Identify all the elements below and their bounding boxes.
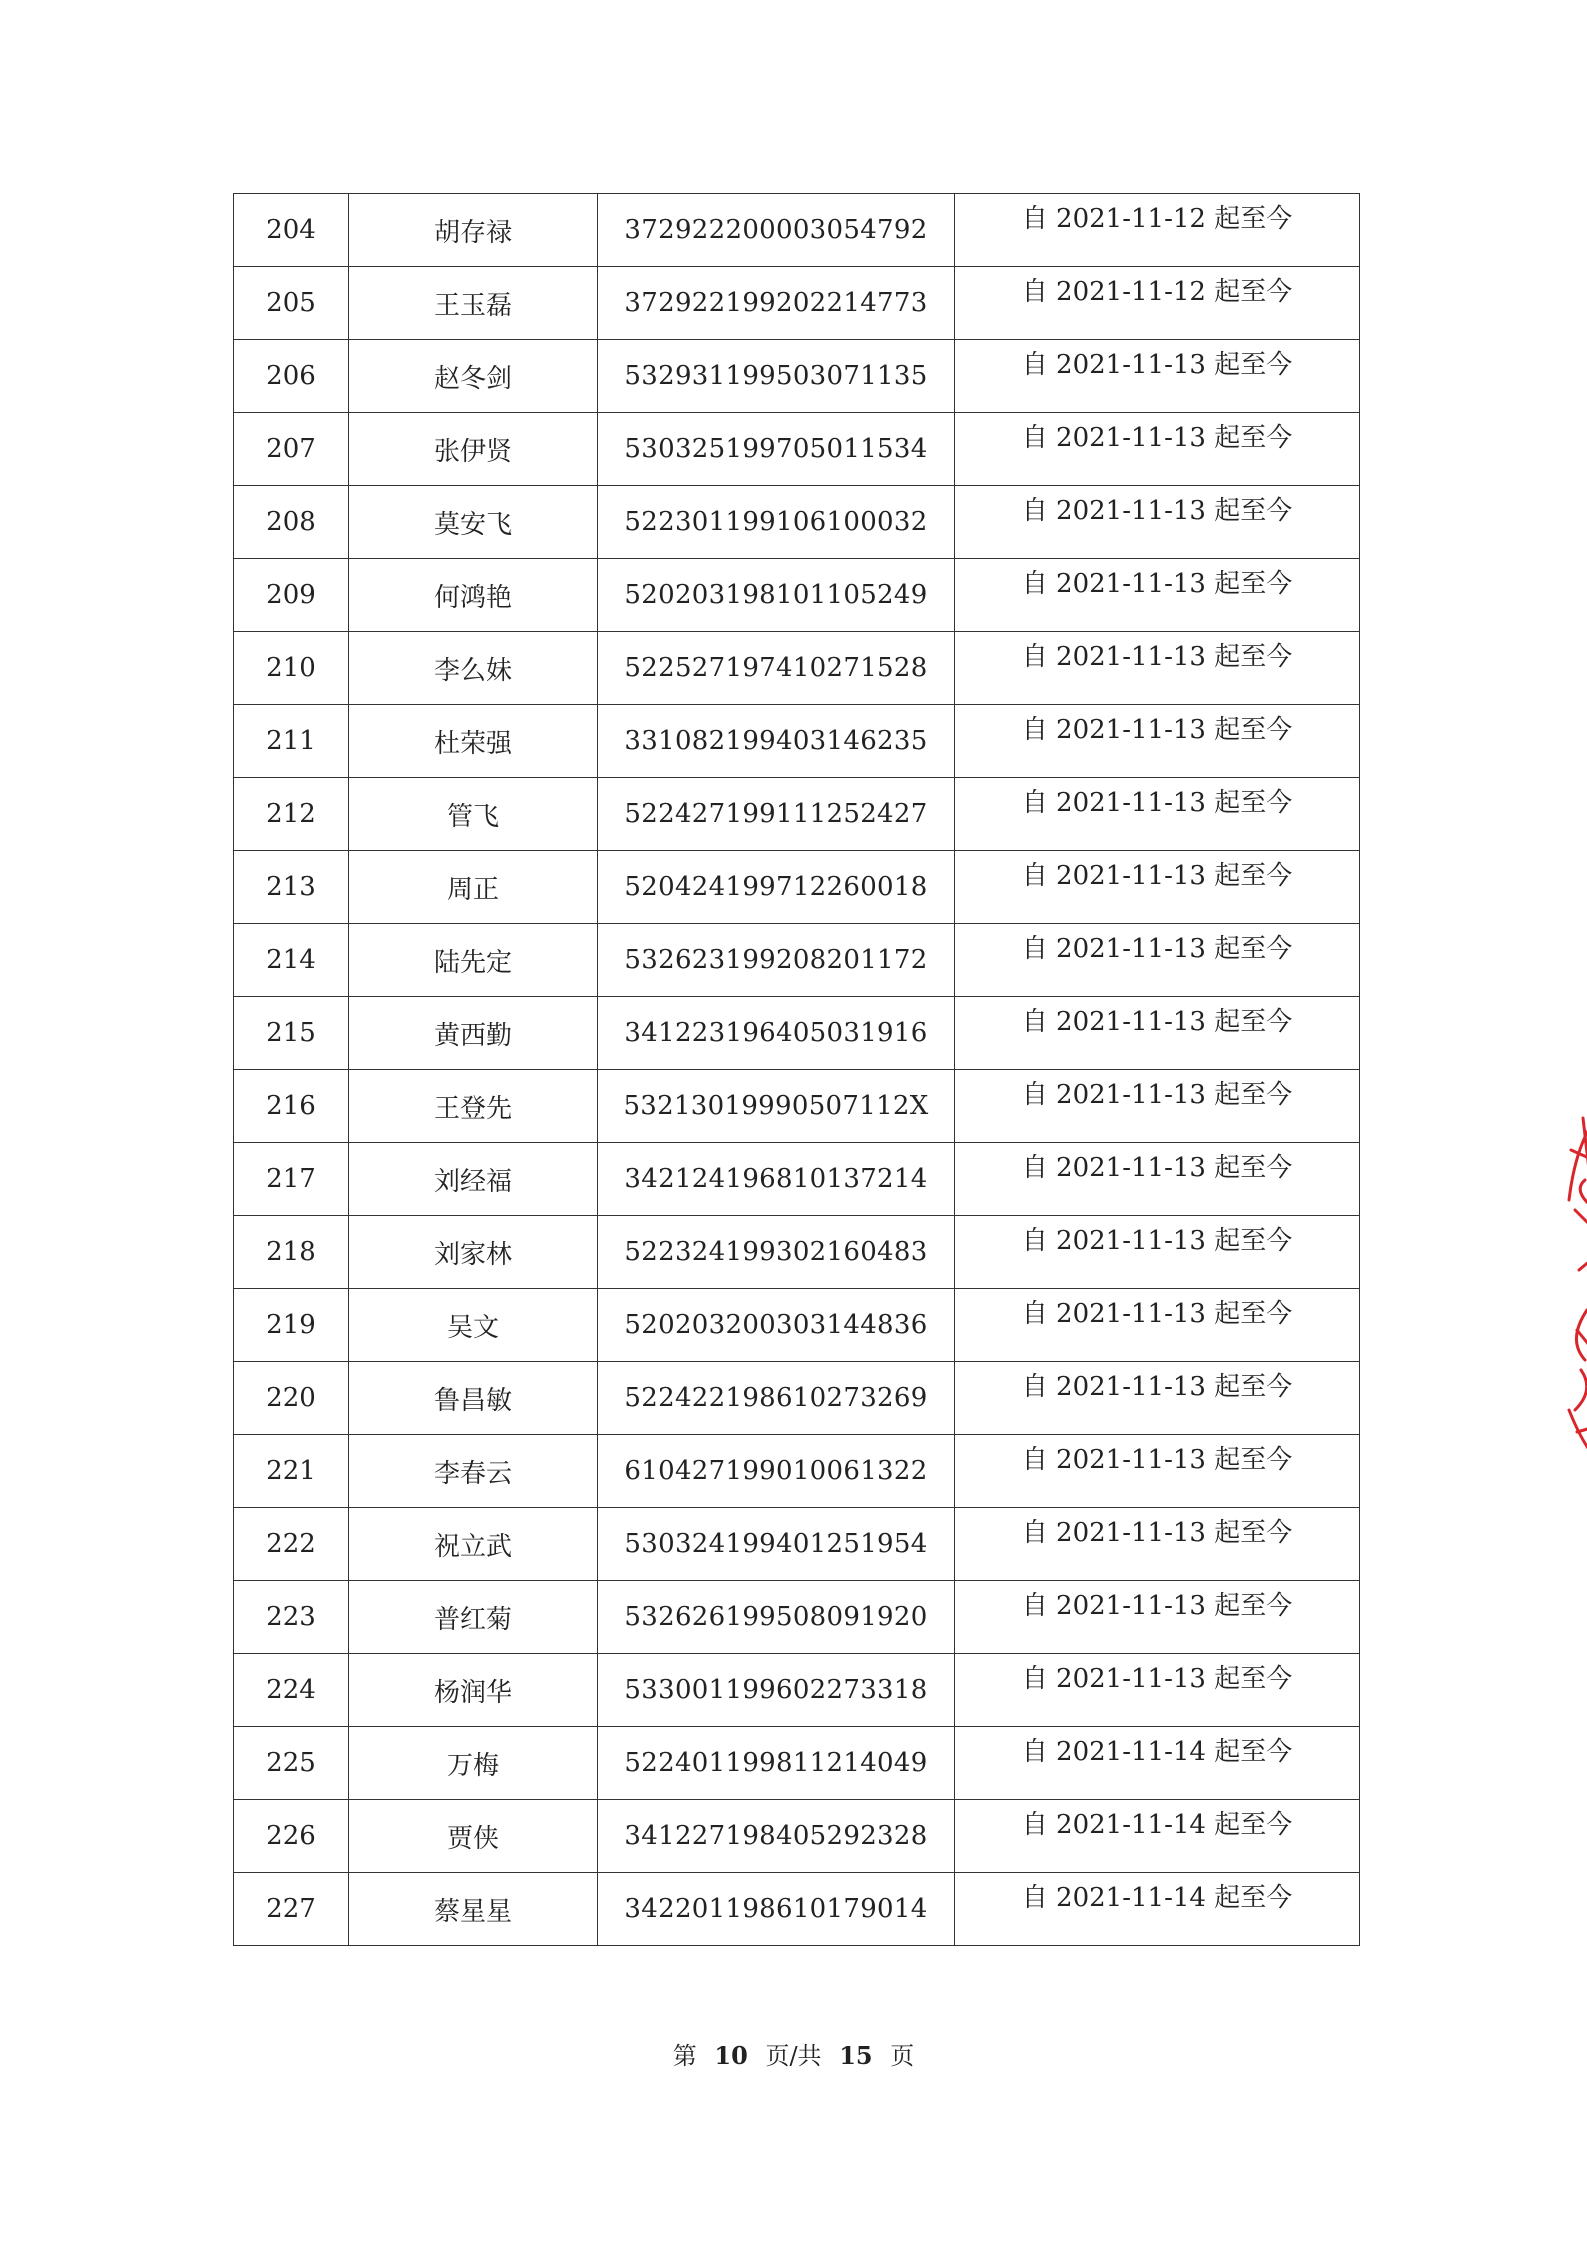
id-number-cell: 522427199111252427 (598, 778, 955, 851)
row-number-cell: 226 (234, 1800, 349, 1873)
row-number-cell: 227 (234, 1873, 349, 1946)
id-number-cell: 530324199401251954 (598, 1508, 955, 1581)
row-number-cell: 217 (234, 1143, 349, 1216)
row-number-cell: 205 (234, 267, 349, 340)
official-seal-fragment-icon (1555, 1110, 1587, 1470)
table-row (234, 1508, 1360, 1581)
id-number-cell: 532931199503071135 (598, 340, 955, 413)
date-range-cell: 自 2021-11-13 起至今 (955, 340, 1360, 413)
table-row (234, 1070, 1360, 1143)
date-range-cell: 自 2021-11-13 起至今 (955, 413, 1360, 486)
row-number-cell: 224 (234, 1654, 349, 1727)
row-number-cell: 216 (234, 1070, 349, 1143)
date-range-cell: 自 2021-11-14 起至今 (955, 1727, 1360, 1800)
footer-current-page: 10 (714, 2041, 748, 2070)
table-row (234, 1143, 1360, 1216)
table-row (234, 778, 1360, 851)
footer-total-pages: 15 (839, 2041, 873, 2070)
table-row (234, 559, 1360, 632)
name-cell: 吴文 (349, 1289, 598, 1362)
row-number-cell: 204 (234, 194, 349, 267)
date-range-cell: 自 2021-11-13 起至今 (955, 1289, 1360, 1362)
table-row (234, 340, 1360, 413)
row-number-cell: 206 (234, 340, 349, 413)
footer-middle: 页/共 (765, 2042, 822, 2070)
date-range-cell: 自 2021-11-13 起至今 (955, 1070, 1360, 1143)
date-range-cell: 自 2021-11-13 起至今 (955, 997, 1360, 1070)
table-row (234, 1654, 1360, 1727)
name-cell: 祝立武 (349, 1508, 598, 1581)
name-cell: 刘家林 (349, 1216, 598, 1289)
id-number-cell: 331082199403146235 (598, 705, 955, 778)
footer-prefix: 第 (672, 2042, 697, 2070)
name-cell: 万梅 (349, 1727, 598, 1800)
name-cell: 鲁昌敏 (349, 1362, 598, 1435)
date-range-cell: 自 2021-11-14 起至今 (955, 1800, 1360, 1873)
date-range-cell: 自 2021-11-13 起至今 (955, 705, 1360, 778)
id-number-cell: 520424199712260018 (598, 851, 955, 924)
row-number-cell: 210 (234, 632, 349, 705)
row-number-cell: 214 (234, 924, 349, 997)
table-row (234, 1435, 1360, 1508)
row-number-cell: 213 (234, 851, 349, 924)
row-number-cell: 215 (234, 997, 349, 1070)
page-footer (0, 2036, 1587, 2071)
footer-suffix: 页 (890, 2042, 915, 2070)
date-range-cell: 自 2021-11-13 起至今 (955, 1581, 1360, 1654)
register-table (233, 193, 1360, 1946)
date-range-cell: 自 2021-11-12 起至今 (955, 267, 1360, 340)
id-number-cell: 532626199508091920 (598, 1581, 955, 1654)
name-cell: 陆先定 (349, 924, 598, 997)
name-cell: 杜荣强 (349, 705, 598, 778)
table-row (234, 1727, 1360, 1800)
id-number-cell: 522527197410271528 (598, 632, 955, 705)
row-number-cell: 212 (234, 778, 349, 851)
id-number-cell: 530325199705011534 (598, 413, 955, 486)
name-cell: 蔡星星 (349, 1873, 598, 1946)
name-cell: 王登先 (349, 1070, 598, 1143)
id-number-cell: 522422198610273269 (598, 1362, 955, 1435)
name-cell: 刘经福 (349, 1143, 598, 1216)
row-number-cell: 218 (234, 1216, 349, 1289)
id-number-cell: 522301199106100032 (598, 486, 955, 559)
date-range-cell: 自 2021-11-14 起至今 (955, 1873, 1360, 1946)
row-number-cell: 225 (234, 1727, 349, 1800)
row-number-cell: 207 (234, 413, 349, 486)
table-row (234, 413, 1360, 486)
id-number-cell: 372922200003054792 (598, 194, 955, 267)
id-number-cell: 342124196810137214 (598, 1143, 955, 1216)
id-number-cell: 522324199302160483 (598, 1216, 955, 1289)
date-range-cell: 自 2021-11-12 起至今 (955, 194, 1360, 267)
id-number-cell: 342201198610179014 (598, 1873, 955, 1946)
name-cell: 赵冬剑 (349, 340, 598, 413)
table-row (234, 1581, 1360, 1654)
row-number-cell: 222 (234, 1508, 349, 1581)
date-range-cell: 自 2021-11-13 起至今 (955, 1435, 1360, 1508)
date-range-cell: 自 2021-11-13 起至今 (955, 486, 1360, 559)
name-cell: 李么妹 (349, 632, 598, 705)
table-row (234, 267, 1360, 340)
register-table-body (234, 194, 1360, 1946)
row-number-cell: 223 (234, 1581, 349, 1654)
date-range-cell: 自 2021-11-13 起至今 (955, 1362, 1360, 1435)
id-number-cell: 532623199208201172 (598, 924, 955, 997)
table-row (234, 1800, 1360, 1873)
table-row (234, 997, 1360, 1070)
date-range-cell: 自 2021-11-13 起至今 (955, 1508, 1360, 1581)
name-cell: 黄西勤 (349, 997, 598, 1070)
date-range-cell: 自 2021-11-13 起至今 (955, 1143, 1360, 1216)
id-number-cell: 522401199811214049 (598, 1727, 955, 1800)
id-number-cell: 520203200303144836 (598, 1289, 955, 1362)
id-number-cell: 53213019990507112X (598, 1070, 955, 1143)
name-cell: 杨润华 (349, 1654, 598, 1727)
name-cell: 周正 (349, 851, 598, 924)
name-cell: 张伊贤 (349, 413, 598, 486)
row-number-cell: 211 (234, 705, 349, 778)
date-range-cell: 自 2021-11-13 起至今 (955, 851, 1360, 924)
row-number-cell: 209 (234, 559, 349, 632)
id-number-cell: 610427199010061322 (598, 1435, 955, 1508)
table-row (234, 194, 1360, 267)
table-row (234, 486, 1360, 559)
row-number-cell: 221 (234, 1435, 349, 1508)
table-row (234, 1362, 1360, 1435)
id-number-cell: 520203198101105249 (598, 559, 955, 632)
id-number-cell: 341227198405292328 (598, 1800, 955, 1873)
id-number-cell: 341223196405031916 (598, 997, 955, 1070)
id-number-cell: 533001199602273318 (598, 1654, 955, 1727)
table-row (234, 851, 1360, 924)
name-cell: 莫安飞 (349, 486, 598, 559)
table-row (234, 924, 1360, 997)
name-cell: 王玉磊 (349, 267, 598, 340)
date-range-cell: 自 2021-11-13 起至今 (955, 1654, 1360, 1727)
date-range-cell: 自 2021-11-13 起至今 (955, 1216, 1360, 1289)
table-row (234, 1216, 1360, 1289)
name-cell: 管飞 (349, 778, 598, 851)
date-range-cell: 自 2021-11-13 起至今 (955, 924, 1360, 997)
name-cell: 胡存禄 (349, 194, 598, 267)
row-number-cell: 220 (234, 1362, 349, 1435)
date-range-cell: 自 2021-11-13 起至今 (955, 778, 1360, 851)
table-row (234, 1289, 1360, 1362)
table-row (234, 705, 1360, 778)
table-row (234, 632, 1360, 705)
name-cell: 李春云 (349, 1435, 598, 1508)
date-range-cell: 自 2021-11-13 起至今 (955, 632, 1360, 705)
name-cell: 普红菊 (349, 1581, 598, 1654)
row-number-cell: 208 (234, 486, 349, 559)
name-cell: 何鸿艳 (349, 559, 598, 632)
id-number-cell: 372922199202214773 (598, 267, 955, 340)
name-cell: 贾侠 (349, 1800, 598, 1873)
table-row (234, 1873, 1360, 1946)
date-range-cell: 自 2021-11-13 起至今 (955, 559, 1360, 632)
row-number-cell: 219 (234, 1289, 349, 1362)
